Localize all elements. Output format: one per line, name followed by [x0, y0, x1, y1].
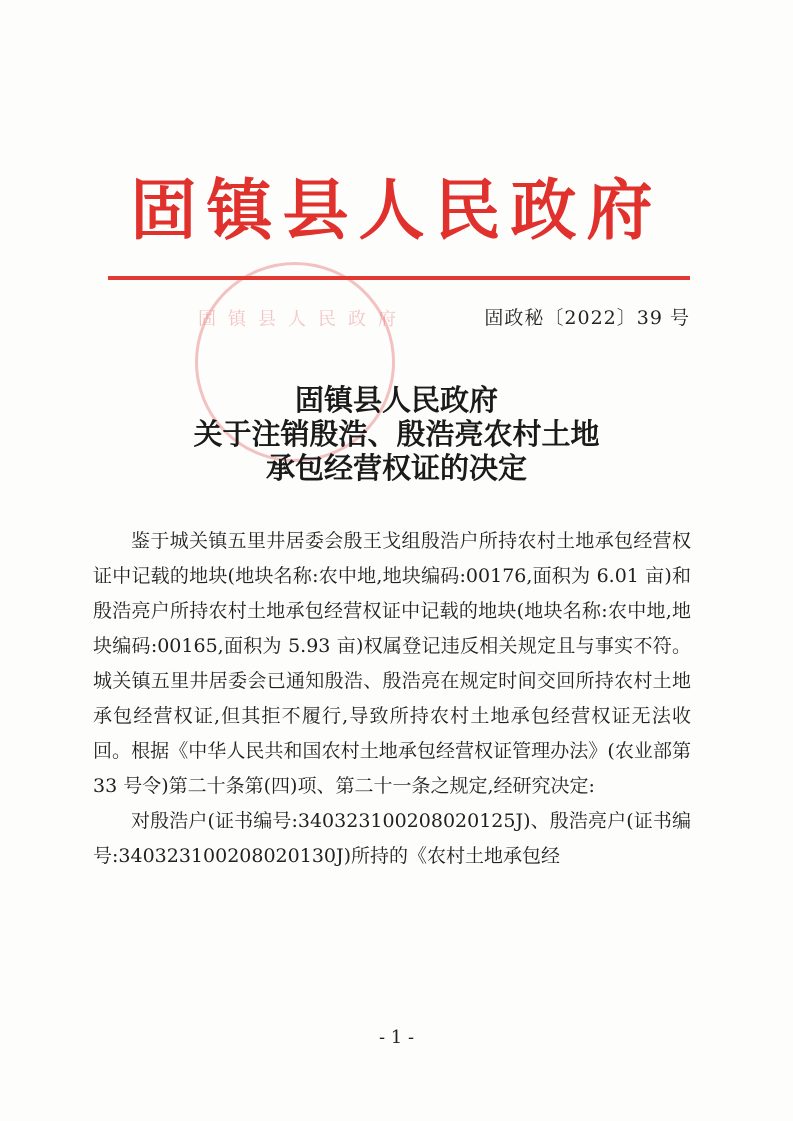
body-paragraph: 对殷浩户(证书编号:340323100208020125J)、殷浩亮户(证书编号:340323100208020130J)所持的《农村土地承包经	[93, 810, 691, 867]
page-number: - 1 -	[378, 1027, 415, 1048]
document-body	[93, 524, 691, 874]
document-title	[100, 383, 693, 485]
title-line: 固镇县人民政府	[294, 383, 498, 417]
document-number: 固政秘〔2022〕39 号	[484, 307, 690, 329]
title-line: 关于注销殷浩、殷浩亮农村土地	[193, 417, 600, 451]
seal-text: 固镇县人民政府	[198, 309, 408, 330]
title-line: 承包经营权证的决定	[265, 451, 527, 485]
body-paragraph: 鉴于城关镇五里井居委会殷王戈组殷浩户所持农村土地承包经营权证中记载的地块(地块名称:农中地,地块编码:00176,面积为 6.01 亩)和殷浩亮户所持农村土地承包经营权证中记载的地块(地块名称:农中地,地块编码:00165,面积为 5.93 亩)权属登记违反相关规定且与事实不符。城关镇五里井居委会已通知殷浩、殷浩亮在规定时间交回所持农村土地承包经营权证,但其拒不履行,导致所持农村土地承包经营权证无法收回。根据《中华人民共和国农村土地承包经营权证管理办法》(农业部第 33 号令)第二十条第(四)项、第二十一条之规定,经研究决定:	[93, 530, 691, 797]
issuer-header: 固镇县人民政府	[130, 171, 663, 249]
red-divider-rule	[108, 276, 690, 280]
